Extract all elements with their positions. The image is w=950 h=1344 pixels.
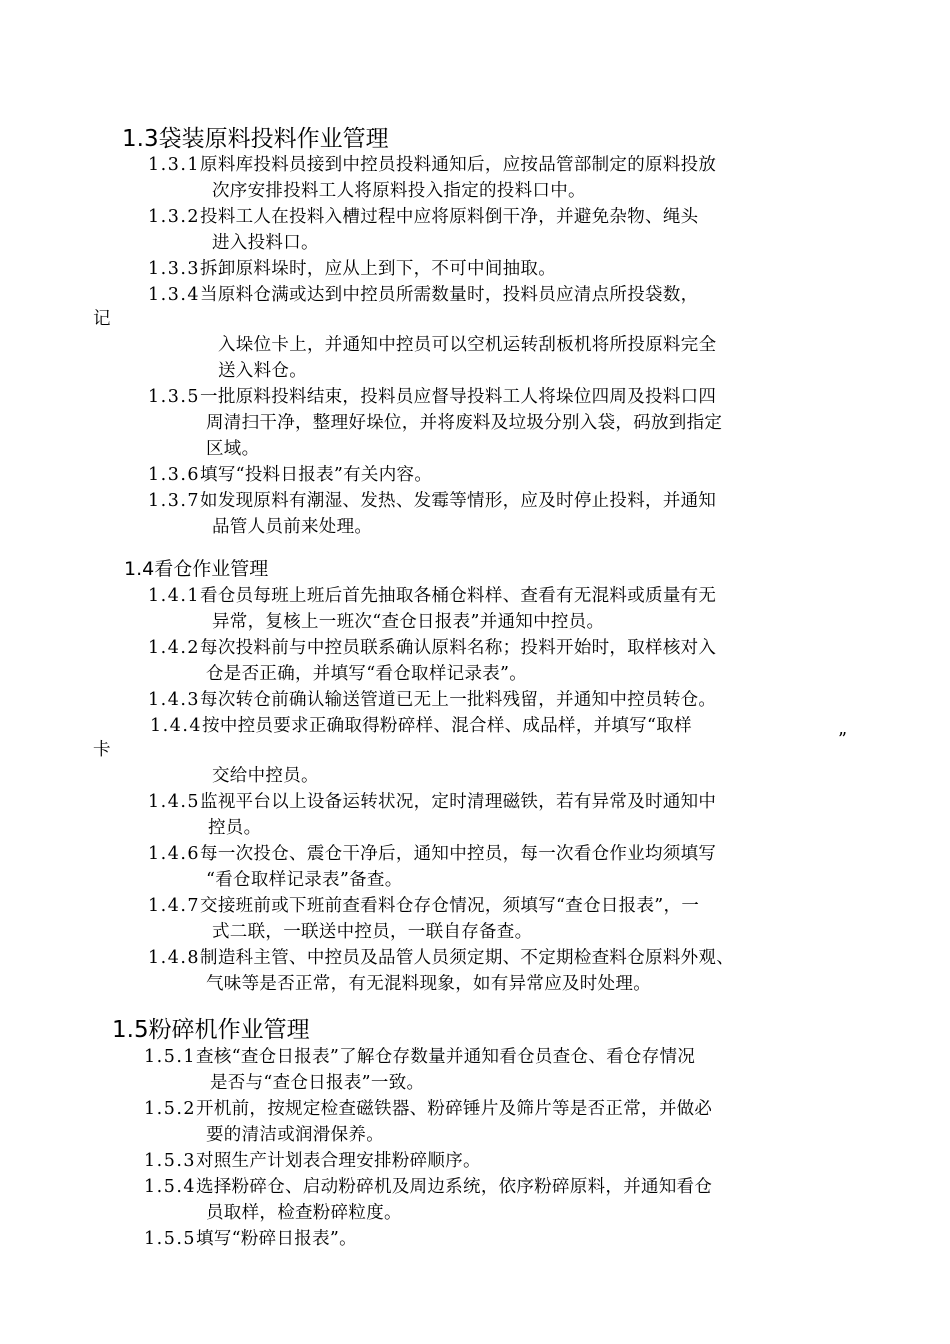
- item-1-3-1: 1.3.1原料库投料员接到中控员投料通知后，应按品管部制定的原料投放: [148, 155, 717, 175]
- item-1-4-5-cont: 控员。: [208, 818, 262, 838]
- item-1-5-1-cont: 是否与“查仓日报表”一致。: [210, 1073, 425, 1093]
- item-1-3-5: 1.3.5一批原料投料结束，投料员应督导投料工人将垛位四周及投料口四: [148, 387, 717, 407]
- item-1-3-7: 1.3.7如发现原料有潮湿、发热、发霉等情形，应及时停止投料，并通知: [148, 491, 717, 511]
- section-heading-1-5: 1.5粉碎机作业管理: [112, 1017, 310, 1043]
- item-1-5-2-cont: 要的清洁或润滑保养。: [206, 1125, 384, 1145]
- item-1-5-4-cont: 员取样，检查粉碎粒度。: [206, 1203, 402, 1223]
- item-1-4-4-quote: ”: [838, 730, 848, 750]
- item-1-4-4-wrap: 卡: [93, 740, 111, 760]
- item-1-5-5: 1.5.5填写“粉碎日报表”。: [144, 1229, 357, 1249]
- item-1-5-1: 1.5.1查核“查仓日报表”了解仓存数量并通知看仓员查仓、看仓存情况: [144, 1047, 696, 1067]
- item-1-4-6: 1.4.6每一次投仓、震仓干净后，通知中控员，每一次看仓作业均须填写: [148, 844, 717, 864]
- item-1-4-2-cont: 仓是否正确，并填写“看仓取样记录表”。: [206, 664, 528, 684]
- section-heading-1-3: 1.3袋装原料投料作业管理: [122, 126, 389, 152]
- item-1-5-3: 1.5.3对照生产计划表合理安排粉碎顺序。: [144, 1151, 481, 1171]
- item-1-3-2-cont: 进入投料口。: [212, 233, 319, 253]
- item-1-4-5: 1.4.5监视平台以上设备运转状况，定时清理磁铁，若有异常及时通知中: [148, 792, 717, 812]
- item-1-4-4-cont: 交给中控员。: [212, 766, 319, 786]
- item-1-3-6: 1.3.6填写“投料日报表”有关内容。: [148, 465, 433, 485]
- item-1-3-4-cont: 入垛位卡上，并通知中控员可以空机运转刮板机将所投原料完全: [218, 335, 717, 355]
- item-1-4-2: 1.4.2每次投料前与中控员联系确认原料名称；投料开始时，取样核对入: [148, 638, 717, 658]
- item-1-3-4-cont2: 送入料仓。: [218, 361, 307, 381]
- item-1-3-5-cont2: 区域。: [206, 439, 260, 459]
- item-1-4-7-cont: 式二联，一联送中控员，一联自存备查。: [212, 922, 533, 942]
- item-1-3-1-cont: 次序安排投料工人将原料投入指定的投料口中。: [212, 181, 586, 201]
- item-1-4-8-cont: 气味等是否正常，有无混料现象，如有异常应及时处理。: [206, 974, 651, 994]
- item-1-3-2: 1.3.2投料工人在投料入槽过程中应将原料倒干净，并避免杂物、绳头: [148, 207, 699, 227]
- item-1-3-7-cont: 品管人员前来处理。: [212, 517, 373, 537]
- item-1-3-4-wrap: 记: [93, 309, 111, 329]
- item-1-4-4: 1.4.4按中控员要求正确取得粉碎样、混合样、成品样，并填写“取样: [150, 716, 692, 736]
- item-1-4-1: 1.4.1看仓员每班上班后首先抽取各桶仓料样、查看有无混料或质量有无: [148, 586, 717, 606]
- section-heading-1-4: 1.4看仓作业管理: [124, 558, 269, 580]
- item-1-4-1-cont: 异常，复核上一班次“查仓日报表”并通知中控员。: [212, 612, 605, 632]
- item-1-3-3: 1.3.3拆卸原料垛时，应从上到下，不可中间抽取。: [148, 259, 557, 279]
- item-1-4-3: 1.4.3每次转仓前确认输送管道已无上一批料残留，并通知中控员转仓。: [148, 690, 717, 710]
- item-1-4-7: 1.4.7交接班前或下班前查看料仓存仓情况，须填写“查仓日报表”，一: [148, 896, 700, 916]
- item-1-5-4: 1.5.4选择粉碎仓、启动粉碎机及周边系统，依序粉碎原料，并通知看仓: [144, 1177, 713, 1197]
- item-1-5-2: 1.5.2开机前，按规定检查磁铁器、粉碎锤片及筛片等是否正常，并做必: [144, 1099, 713, 1119]
- item-1-3-4: 1.3.4当原料仓满或达到中控员所需数量时，投料员应清点所投袋数，: [148, 285, 699, 305]
- item-1-3-5-cont: 周清扫干净，整理好垛位，并将废料及垃圾分别入袋，码放到指定: [206, 413, 723, 433]
- item-1-4-8: 1.4.8制造科主管、中控员及品管人员须定期、不定期检查料仓原料外观、: [148, 948, 735, 968]
- item-1-4-6-cont: “看仓取样记录表”备查。: [206, 870, 403, 890]
